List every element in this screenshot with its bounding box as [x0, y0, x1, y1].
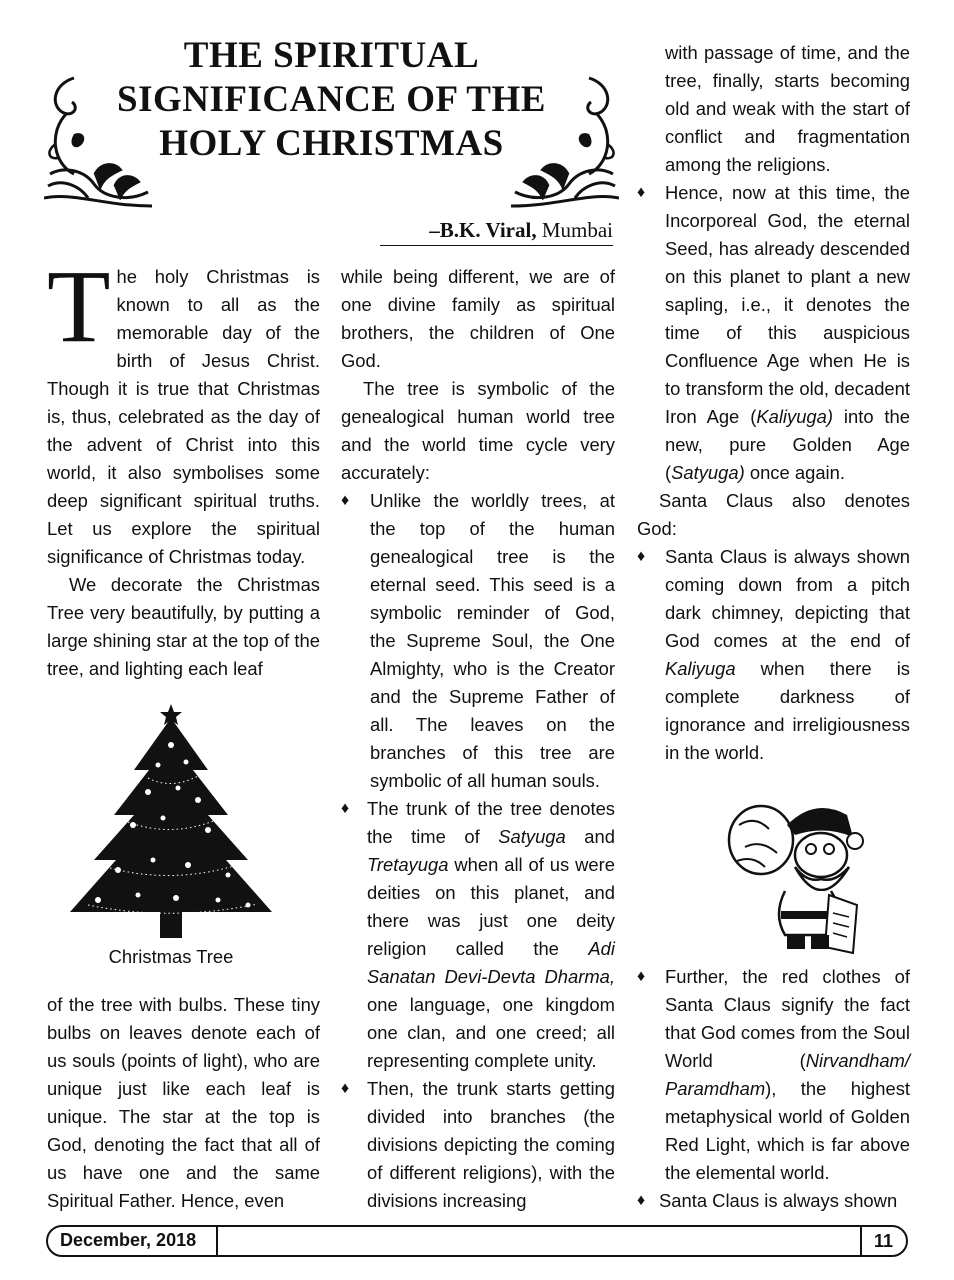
bullet-red-clothes: ♦ Further, the red clothes of Santa Claus signify the fact that God comes from the Soul World (Nirvandham/ Paramdham), the highest metaphysical world of Golden Red Light, which is far above the elemental world. [637, 963, 910, 1187]
footer-divider [860, 1227, 862, 1255]
column-3-top [637, 39, 910, 767]
title-block [44, 30, 619, 210]
paragraph-decorate: We decorate the Christmas Tree very beautifully, by putting a large shining star at the top of the tree, and lighting each leaf [47, 574, 320, 679]
title-line-3: HOLY CHRISTMAS [159, 123, 504, 164]
drop-cap: T [47, 249, 111, 364]
page-number: 11 [874, 1231, 894, 1251]
bullet-icon: ♦ [341, 492, 350, 509]
column-1-top [47, 249, 320, 683]
bullet-trunk: ♦ The trunk of the tree denotes the time of Satyuga and Tretayuga when all of us were deities on this planet, and there was just one deity religion called the Adi Sanatan Devi-Devta Dharma, one language, one kingdom one clan, and one creed; all representing complete unity. [341, 795, 615, 1075]
bullet-icon: ♦ [637, 1192, 646, 1209]
paragraph-passage: with passage of time, and the tree, finally, starts becoming old and weak with the start of conflict and fragmentation among the religions. [665, 42, 910, 175]
christmas-tree-illustration [58, 700, 284, 945]
bullet-chimney: ♦ Santa Claus is always shown coming down from a pitch dark chimney, depicting that God comes at the end of Kaliyuga when there is complete darkness of ignorance and irreligiousness in the world. [637, 543, 910, 767]
bullet-icon: ♦ [341, 1080, 350, 1097]
paragraph-santa-god: Santa Claus also denotes God: [637, 490, 910, 539]
paragraph-bulbs: of the tree with bulbs. These tiny bulbs on leaves denote each of us souls (points of light), who are unique just like each leaf is unique. The star at the top is God, denoting the fact that all of us have one and the same Spiritual Father. Hence, even [47, 994, 320, 1211]
title-line-1: THE SPIRITUAL [183, 35, 480, 76]
right-scroll-ornament [509, 74, 619, 210]
left-scroll-ornament [44, 74, 154, 210]
santa-claus-illustration [725, 795, 865, 955]
tree-caption: Christmas Tree [108, 946, 234, 967]
title-line-2: SIGNIFICANCE OF THE [117, 79, 546, 120]
byline [380, 218, 613, 246]
bullet-icon: ♦ [341, 800, 350, 817]
paragraph-tree-symbolic: The tree is symbolic of the genealogical human world tree and the world time cycle very accurately: [341, 378, 615, 483]
author-place: Mumbai [541, 218, 613, 242]
paragraph-family: while being different, we are of one divine family as spiritual brothers, the children of One God. [341, 266, 615, 371]
bullet-confluence-age: ♦ Hence, now at this time, the Incorporeal God, the eternal Seed, has already descended on this planet to plant a new sapling, i.e., it denotes the time of this auspicious Confluence Age when He is to transform the old, decadent Iron Age (Kaliyuga) into the new, pure Golden Age (Satyuga) once again. [637, 179, 910, 487]
author-name: –B.K. Viral, [429, 218, 537, 242]
page-footer [46, 1225, 908, 1257]
bullet-icon: ♦ [637, 968, 646, 985]
column-3-bottom [637, 963, 910, 1215]
footer-divider [216, 1227, 218, 1255]
issue-date: December, 2018 [60, 1230, 197, 1250]
column-1-bottom [47, 991, 320, 1215]
bullet-icon: ♦ [637, 548, 646, 565]
bullet-icon: ♦ [637, 184, 646, 201]
bullet-eternal-seed: ♦ Unlike the worldly trees, at the top of the human genealogical tree is the eternal seed. This seed is a symbolic reminder of God, the Supreme Soul, the One Almighty, who is the Creator and the Supreme Father of all. The leaves on the branches of this tree are symbolic of all human souls. [341, 487, 615, 795]
intro-paragraph: T he holy Christmas is known to all as the memorable day of the birth of Jesus Christ. Though it is true that Christmas is, thus, celebrated as the day of the advent of Christ into this world, it also symbolises some deep significant spiritual truths. Let us explore the spiritual significance of Christmas today. [47, 249, 320, 567]
bullet-santa-shown: ♦ Santa Claus is always shown [637, 1187, 910, 1215]
bullet-branches: ♦ Then, the trunk starts getting divided into branches (the divisions depicting the coming of different religions), with the divisions increasing [341, 1075, 615, 1215]
column-2 [341, 263, 615, 1215]
